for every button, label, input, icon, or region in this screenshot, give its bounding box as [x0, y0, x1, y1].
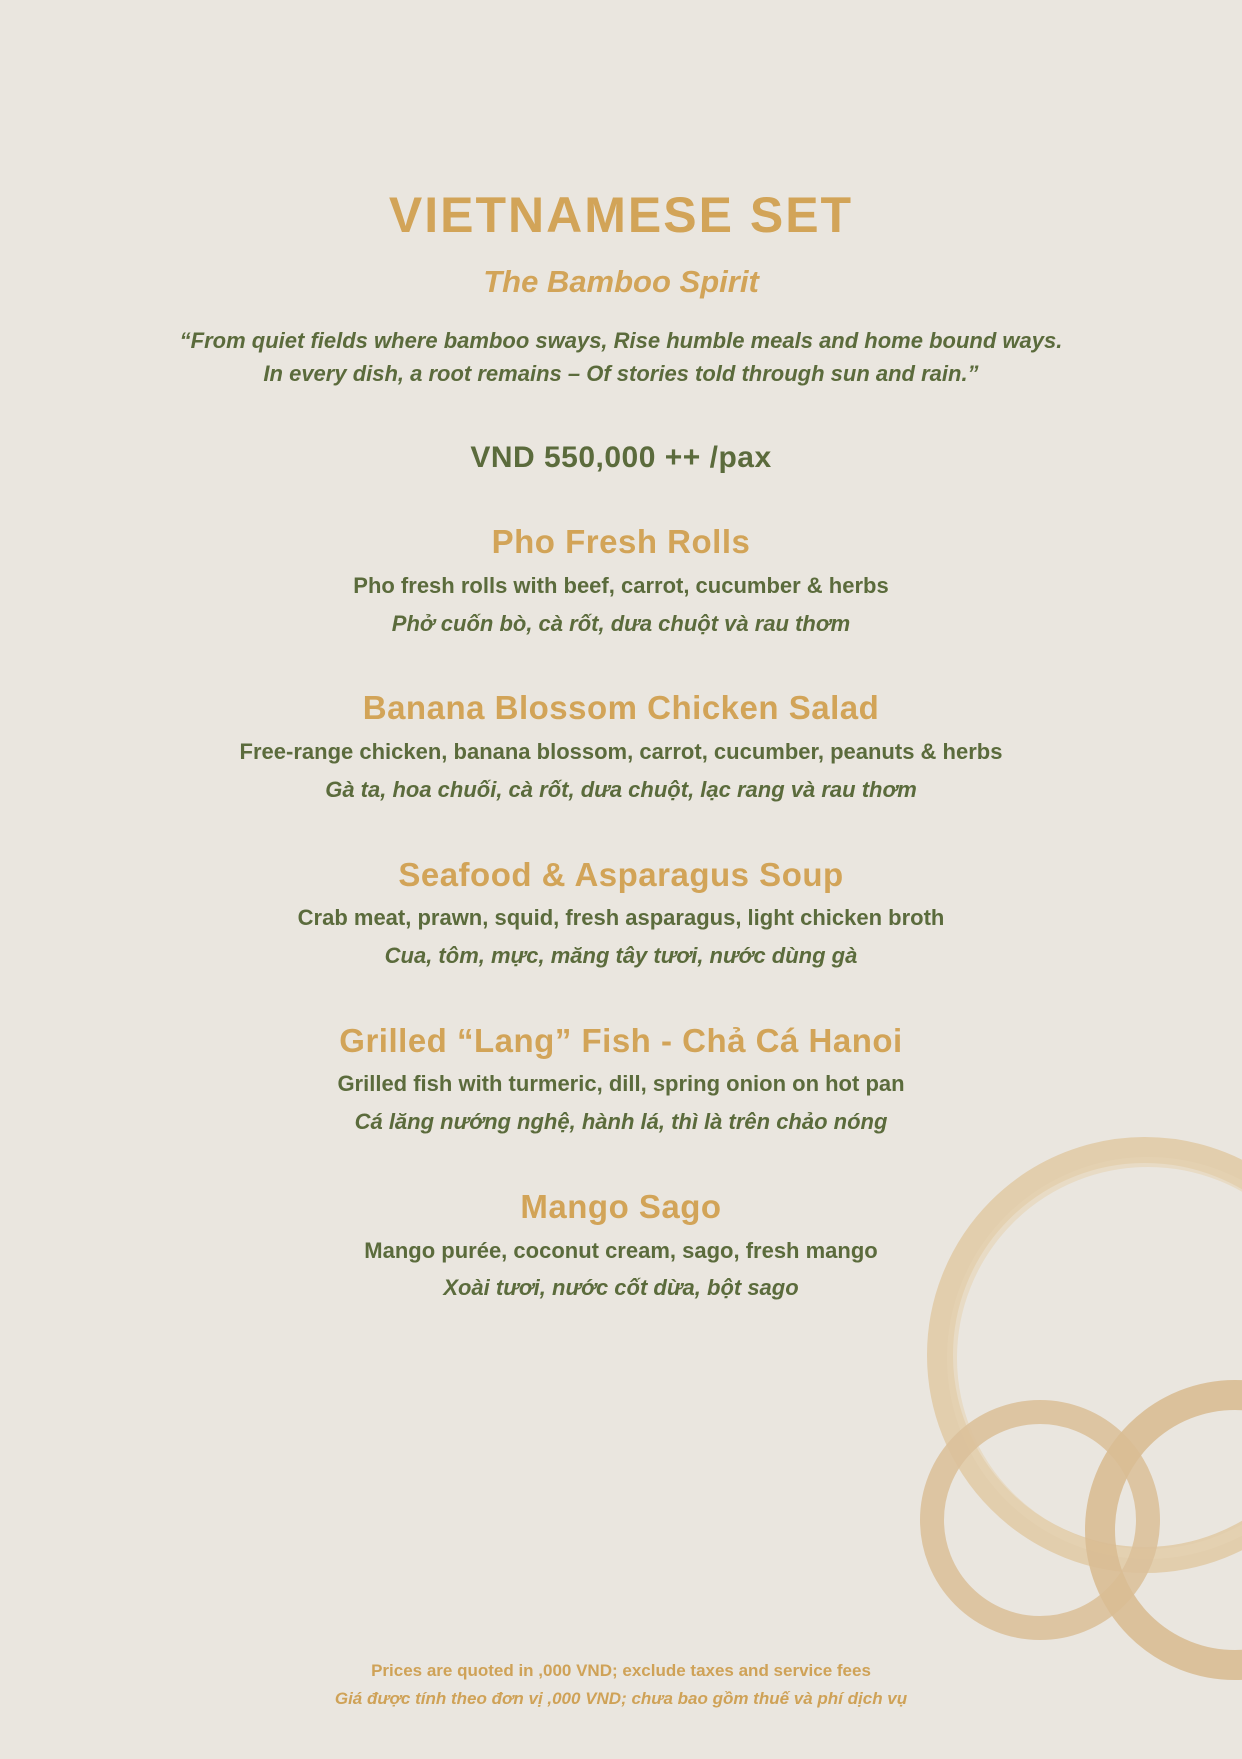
- course-description: Free-range chicken, banana blossom, carrot, cucumber, peanuts & herbs: [239, 738, 1003, 764]
- course-name: Pho Fresh Rolls: [491, 523, 751, 561]
- quote-line-1: “From quiet fields where bamboo sways, Rise humble meals and home bound ways.: [179, 328, 1063, 354]
- course-mango-sago: [0, 1187, 1242, 1304]
- menu-quote: [0, 324, 1242, 390]
- course-description: Grilled fish with turmeric, dill, spring onion on hot pan: [337, 1071, 905, 1097]
- course-pho-fresh-rolls: [0, 522, 1242, 639]
- course-name: Seafood & Asparagus Soup: [398, 855, 844, 893]
- course-translation: Phở cuốn bò, cà rốt, dưa chuột và rau thơm: [391, 610, 851, 636]
- footer-price-note-vn: Giá được tính theo đơn vị ,000 VND; chưa bao gồm thuế và phí dịch vụ: [334, 1688, 908, 1708]
- course-name: Grilled “Lang” Fish - Chả Cá Hanoi: [339, 1021, 903, 1059]
- quote-line-2: In every dish, a root remains – Of stories told through sun and rain.”: [263, 361, 979, 387]
- course-translation: Xoài tươi, nước cốt dừa, bột sago: [443, 1275, 799, 1301]
- course-name: Banana Blossom Chicken Salad: [362, 689, 880, 727]
- course-grilled-lang-fish: [0, 1021, 1242, 1138]
- course-banana-blossom-chicken-salad: [0, 688, 1242, 805]
- course-description: Crab meat, prawn, squid, fresh asparagus, light chicken broth: [297, 905, 945, 931]
- course-name: Mango Sago: [520, 1187, 722, 1225]
- course-translation: Gà ta, hoa chuối, cà rốt, dưa chuột, lạc rang và rau thơm: [325, 776, 917, 802]
- price-line: VND 550,000 ++ /pax: [470, 441, 772, 475]
- course-description: Pho fresh rolls with beef, carrot, cucumber & herbs: [353, 572, 889, 598]
- course-translation: Cá lăng nướng nghệ, hành lá, thì là trên chảo nóng: [354, 1109, 888, 1135]
- menu-subtitle: The Bamboo Spirit: [483, 264, 759, 299]
- course-translation: Cua, tôm, mực, măng tây tươi, nước dùng gà: [384, 942, 858, 968]
- footer-note: [0, 1657, 1242, 1713]
- page-title: VIETNAMESE SET: [388, 187, 854, 243]
- menu-content: [0, 185, 1242, 1304]
- footer-price-note-en: Prices are quoted in ,000 VND; exclude taxes and service fees: [371, 1660, 871, 1680]
- course-seafood-asparagus-soup: [0, 855, 1242, 972]
- course-description: Mango purée, coconut cream, sago, fresh mango: [364, 1237, 878, 1263]
